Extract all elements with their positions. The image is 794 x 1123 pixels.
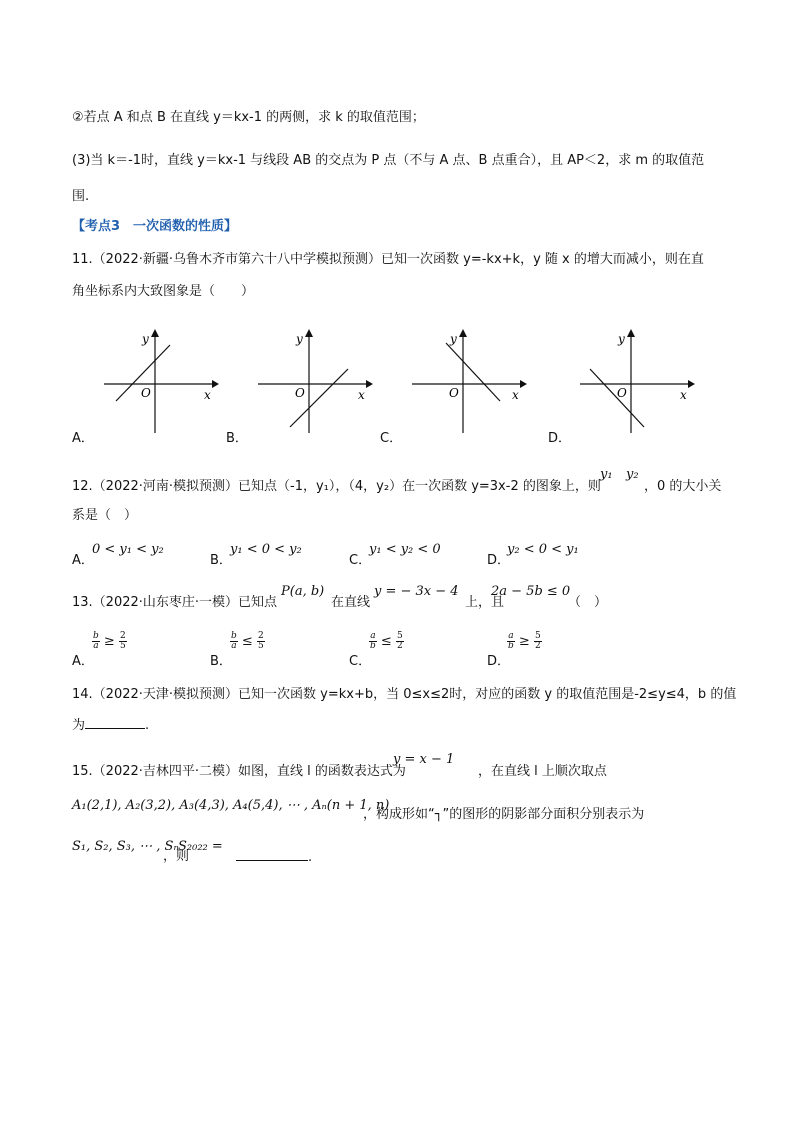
q11-graph-b-y-label: y (296, 332, 303, 346)
part-3-text-line2: 围. (72, 189, 90, 204)
q15-text-c: ，构成形如“┐”的图形的阴影部分面积分别表示为 (363, 807, 645, 822)
q13-point: P(a, b) (281, 584, 325, 599)
q15-answer-line: . (236, 848, 312, 867)
q15-points: A₁(2,1), A₂(3,2), A₃(4,3), A₄(5,4), ⋯ , Aₙ(n + 1, n) (72, 798, 390, 813)
q14-text-line1: 14.（2022·天津·模拟预测）已知一次函数 y=kx+b，当 0≤x≤2时，对应的函数 y 的取值范围是-2≤y≤4，b 的值 (72, 687, 737, 702)
q11-graph-c-y-label: y (450, 332, 457, 346)
q11-graph-b (254, 325, 374, 437)
q13-option-a-label[interactable]: A． (72, 654, 94, 669)
q11-graph-b-origin: O (295, 386, 305, 400)
q11-graph-d (576, 325, 696, 437)
q11-text-line1: 11.（2022·新疆·乌鲁木齐市第六十八中学模拟预测）已知一次函数 y=-kx+k，y 随 x 的增大而减小，则在直 (72, 252, 704, 267)
q11-graph-c (408, 325, 528, 437)
q12-option-a[interactable]: 0 < y₁ < y₂ (92, 542, 164, 557)
q11-text-line2: 角坐标系内大致图象是（ ） (72, 284, 255, 299)
q13-option-c-label[interactable]: C． (349, 654, 372, 669)
q13-text-c: 上，且 (465, 595, 505, 610)
q13-option-b-label[interactable]: B． (210, 654, 232, 669)
q15-s2022: S₂₀₂₂ = (178, 839, 223, 854)
q13-option-d[interactable]: $\frac{a}{b}$ ≥ $\frac{5}{2}$ (508, 631, 541, 651)
q11-option-d[interactable]: D． (548, 431, 572, 446)
q12-text-line2: 系是（ ） (72, 508, 138, 523)
q13-option-b[interactable]: $\frac{b}{a}$ ≤ $\frac{2}{5}$ (231, 631, 264, 651)
q12-option-d[interactable]: y₂ < 0 < y₁ (507, 542, 579, 557)
q12-y1: y₁ (600, 467, 613, 482)
q13-line-eq: y = − 3x − 4 (374, 584, 459, 599)
part-2-text: ②若点 A 和点 B 在直线 y＝kx-1 的两侧，求 k 的取值范围； (72, 110, 425, 125)
q12-option-d-label[interactable]: D． (487, 553, 511, 568)
q11-graph-d-y-label: y (618, 332, 625, 346)
q11-graph-d-x-label: x (680, 388, 687, 402)
q12-y2: y₂ (626, 467, 639, 482)
q12-option-b-label[interactable]: B． (210, 553, 232, 568)
q11-graph-c-origin: O (449, 386, 459, 400)
q11-graph-d-origin: O (617, 386, 627, 400)
q15-text-a: 15.（2022·吉林四平·二模）如图，直线 l 的函数表达式为 (72, 764, 406, 779)
q13-text-b: 在直线 (331, 595, 371, 610)
q12-option-a-label[interactable]: A． (72, 553, 94, 568)
q15-answer-blank[interactable] (236, 848, 308, 861)
q11-graph-b-x-label: x (358, 388, 365, 402)
q12-text-line1-b: ，0 的大小关 (644, 479, 722, 494)
q11-graph-a (100, 325, 220, 437)
q11-graph-a-x-label: x (204, 388, 211, 402)
q14-text-line2: 为 . (72, 718, 150, 733)
q13-option-d-label[interactable]: D． (487, 654, 511, 669)
q15-text-d: ，则 (163, 849, 190, 864)
q11-option-b[interactable]: B． (226, 431, 248, 446)
q13-text-d: （ ） (568, 595, 608, 610)
q12-option-c[interactable]: y₁ < y₂ < 0 (369, 542, 441, 557)
q11-graph-a-origin: O (141, 386, 151, 400)
q14-answer-blank[interactable] (85, 716, 145, 729)
q13-option-a[interactable]: $\frac{b}{a}$ ≥ $\frac{2}{5}$ (93, 631, 126, 651)
q11-graph-a-y-label: y (142, 332, 149, 346)
q12-text-line1-a: 12.（2022·河南·模拟预测）已知点（-1，y₁），（4，y₂）在一次函数 y=3x-2 的图象上，则 (72, 479, 601, 494)
q11-option-a[interactable]: A． (72, 431, 94, 446)
q11-graph-c-x-label: x (512, 388, 519, 402)
q11-option-c[interactable]: C． (380, 431, 403, 446)
part-3-text-line1: (3)当 k＝-1时，直线 y＝kx-1 与线段 AB 的交点为 P 点（不与 A 点、B 点重合），且 AP＜2，求 m 的取值范 (72, 153, 705, 168)
q13-condition: 2a − 5b ≤ 0 (491, 584, 571, 599)
q12-option-c-label[interactable]: C． (349, 553, 372, 568)
q15-areas: S₁, S₂, S₃, ⋯ , Sₙ (72, 839, 179, 854)
q12-option-b[interactable]: y₁ < 0 < y₂ (230, 542, 302, 557)
q15-equation: y = x − 1 (393, 752, 455, 767)
q13-text-a: 13.（2022·山东枣庄·一模）已知点 (72, 595, 278, 610)
section-title: 【考点3 一次函数的性质】 (72, 219, 238, 234)
q15-text-b: ，在直线 l 上顺次取点 (478, 764, 607, 779)
q13-option-c[interactable]: $\frac{a}{b}$ ≤ $\frac{5}{2}$ (370, 631, 403, 651)
